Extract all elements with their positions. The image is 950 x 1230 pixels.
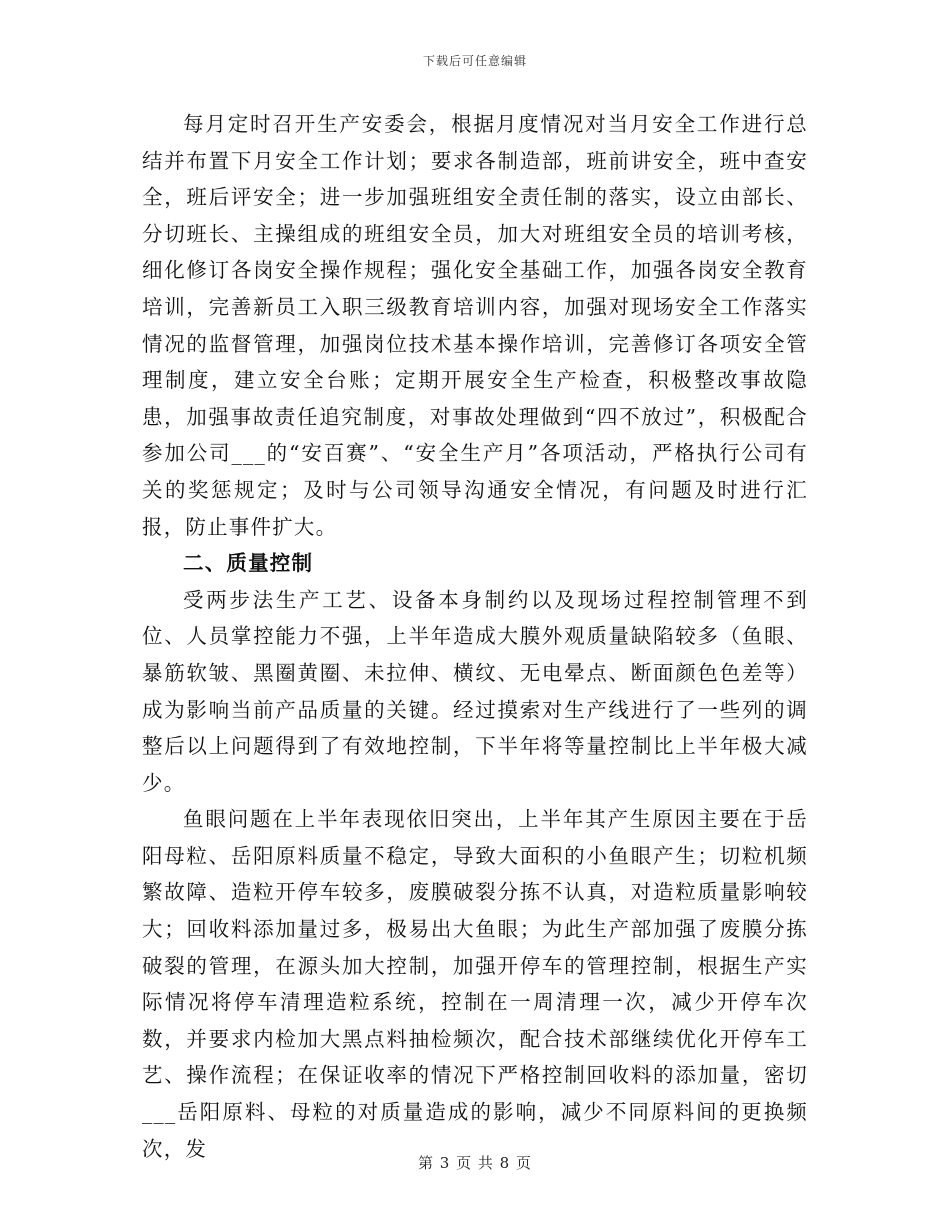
section-heading-quality-control: 二、质量控制 xyxy=(183,551,314,576)
paragraph-safety-work: 每月定时召开生产安委会，根据月度情况对当月安全工作进行总结并布置下月安全工作计划；要求各制造部，班前讲安全，班中查安全，班后评安全；进一步加强班组安全责任制的落实，设立由部长、分切班长、主操组成的班组安全员，加大对班组安全员的培训考核，细化修订各岗安全操作规程；强化安全基础工作，加强各岗安全教育培训，完善新员工入职三级教育培训内容，加强对现场安全工作落实情况的监督管理，加强岗位技术基本操作培训，完善修订各项安全管理制度，建立安全台账；定期开展安全生产检查，积极整改事故隐患，加强事故责任追究制度，对事故处理做到“四不放过”，积极配合参加公司___的“安百赛”、“安全生产月”各项活动，严格执行公司有关的奖惩规定；及时与公司领导沟通安全情况，有问题及时进行汇报，防止事件扩大。 xyxy=(142,112,808,539)
paragraph-quality-defects: 受两步法生产工艺、设备本身制约以及现场过程控制管理不到位、人员掌控能力不强，上半年造成大膜外观质量缺陷较多（鱼眼、暴筋软皱、黑圈黄圈、未拉伸、横纹、无电晕点、断面颜色色差等）成为影响当前产品质量的关键。经过摸索对生产线进行了一些列的调整后以上问题得到了有效地控制，下半年将等量控制比上半年极大减少。 xyxy=(142,587,808,795)
page-number-footer: 第 3 页 共 8 页 xyxy=(418,1154,532,1172)
paragraph-fisheye-issue: 鱼眼问题在上半年表现依旧突出，上半年其产生原因主要在于岳阳母粒、岳阳原料质量不稳定，导致大面积的小鱼眼产生；切粒机频繁故障、造粒开停车较多，废膜破裂分拣不认真，对造粒质量影响较大；回收料添加量过多，极易出大鱼眼；为此生产部加强了废膜分拣破裂的管理，在源头加大控制，加强开停车的管理控制，根据生产实际情况将停车清理造粒系统，控制在一周清理一次，减少开停车次数，并要求内检加大黑点料抽检频次，配合技术部继续优化开停车工艺、操作流程；在保证收率的情况下严格控制回收料的添加量，密切___岳阳原料、母粒的对质量造成的影响，减少不同原料间的更换频次，发 xyxy=(142,807,808,1161)
page-header: 下载后可任意编辑 xyxy=(422,54,527,68)
document-body xyxy=(142,106,808,1167)
